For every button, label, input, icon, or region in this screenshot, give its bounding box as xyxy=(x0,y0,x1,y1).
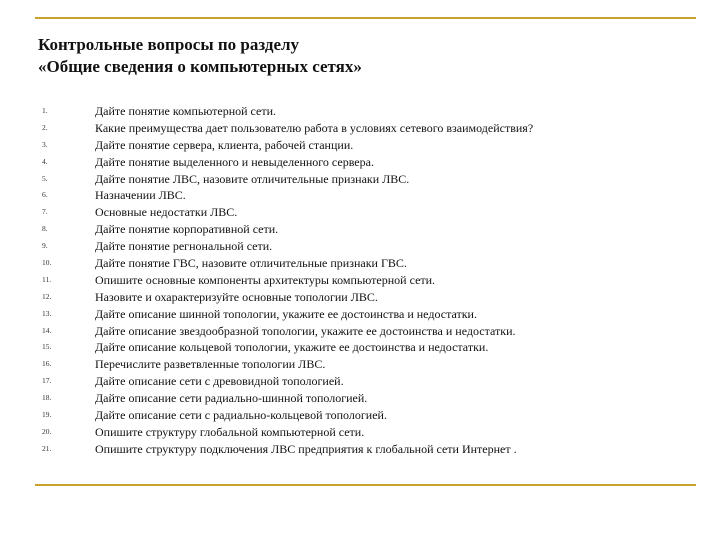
title-line-2: «Общие сведения о компьютерных сетях» xyxy=(38,57,362,76)
item-number: 1. xyxy=(42,106,48,115)
item-text: Дайте понятие регнональной сети. xyxy=(95,239,273,254)
item-number: 12. xyxy=(42,291,52,301)
top-divider xyxy=(35,17,696,19)
item-text: Дайте понятие ГВС, назовите отличительные признаки ГВС. xyxy=(95,256,407,271)
item-number: 4. xyxy=(42,156,48,166)
list-item xyxy=(42,255,682,272)
item-number: 13. xyxy=(42,308,52,318)
item-number: 16. xyxy=(42,359,52,369)
list-item xyxy=(42,373,682,390)
list-item xyxy=(42,323,682,340)
list-item xyxy=(42,272,682,289)
list-item xyxy=(42,339,682,356)
list-item xyxy=(42,407,682,424)
item-text: Дайте понятие ЛВС, назовите отличительные признаки ЛВС. xyxy=(95,171,410,186)
item-text: Назовите и охарактеризуйте основные топологии ЛВС. xyxy=(95,289,378,304)
list-item xyxy=(42,441,682,458)
title-line-1: Контрольные вопросы по разделу xyxy=(38,35,300,54)
item-number: 14. xyxy=(42,325,52,335)
list-item xyxy=(42,238,682,255)
list-item xyxy=(42,171,682,188)
item-text: Опишите структуру подключения ЛВС предприятия к глобальной сети Интернет . xyxy=(95,441,517,456)
list-item xyxy=(42,289,682,306)
item-text: Опишите структуру глобальной компьютерной сети. xyxy=(95,424,365,439)
list-item xyxy=(42,221,682,238)
item-number: 9. xyxy=(42,241,48,251)
item-number: 17. xyxy=(42,376,52,386)
item-text: Дайте описание шинной топологии, укажите ее достоинства и недостатки. xyxy=(95,306,477,321)
item-number: 5. xyxy=(42,173,48,183)
item-number: 8. xyxy=(42,224,48,234)
item-text: Основные недостатки ЛВС. xyxy=(95,205,238,220)
list-item xyxy=(42,103,682,120)
list-item xyxy=(42,120,682,137)
item-text: Дайте понятие выделенного и невыделенного сервера. xyxy=(95,154,374,169)
list-item xyxy=(42,356,682,373)
list-item xyxy=(42,137,682,154)
item-number: 21. xyxy=(42,443,52,453)
list-item xyxy=(42,204,682,221)
item-text: Дайте понятие корпоративной сети. xyxy=(95,222,279,237)
list-item xyxy=(42,154,682,171)
bottom-divider xyxy=(35,484,696,486)
list-item xyxy=(42,187,682,204)
item-text: Какие преимущества дает пользователю работа в условиях сетевого взаимодействия? xyxy=(95,120,534,135)
item-number: 11. xyxy=(42,274,52,284)
item-text: Перечислите разветвленные топологии ЛВС. xyxy=(95,357,326,372)
item-text: Дайте описание сети с древовидной топологией. xyxy=(95,374,344,389)
item-text: Дайте описание сети с радиально-кольцевой топологией. xyxy=(95,408,387,423)
list-item xyxy=(42,424,682,441)
question-list xyxy=(42,103,682,458)
item-text: Опишите основные компоненты архитектуры компьютерной сети. xyxy=(95,272,436,287)
item-number: 19. xyxy=(42,410,52,420)
item-number: 15. xyxy=(42,342,52,352)
item-text: Дайте описание звездообразной топологии, укажите ее достоинства и недостатки. xyxy=(95,323,516,338)
item-text: Дайте понятие сервера, клиента, рабочей станции. xyxy=(95,137,354,152)
item-number: 18. xyxy=(42,393,52,403)
list-item xyxy=(42,306,682,323)
item-text: Дайте понятие компьютерной сети. xyxy=(95,104,277,118)
item-text: Дайте описание кольцевой топологии, укажите ее достоинства и недостатки. xyxy=(95,340,489,355)
item-number: 3. xyxy=(42,139,48,149)
item-text: Дайте описание сети радиально-шинной топологией. xyxy=(95,391,368,406)
item-number: 10. xyxy=(42,258,52,268)
list-item xyxy=(42,390,682,407)
item-number: 2. xyxy=(42,122,48,132)
item-number: 20. xyxy=(42,426,52,436)
item-number: 6. xyxy=(42,190,48,200)
item-text: Назначении ЛВС. xyxy=(95,188,186,203)
item-number: 7. xyxy=(42,207,48,217)
slide-title xyxy=(38,34,678,78)
